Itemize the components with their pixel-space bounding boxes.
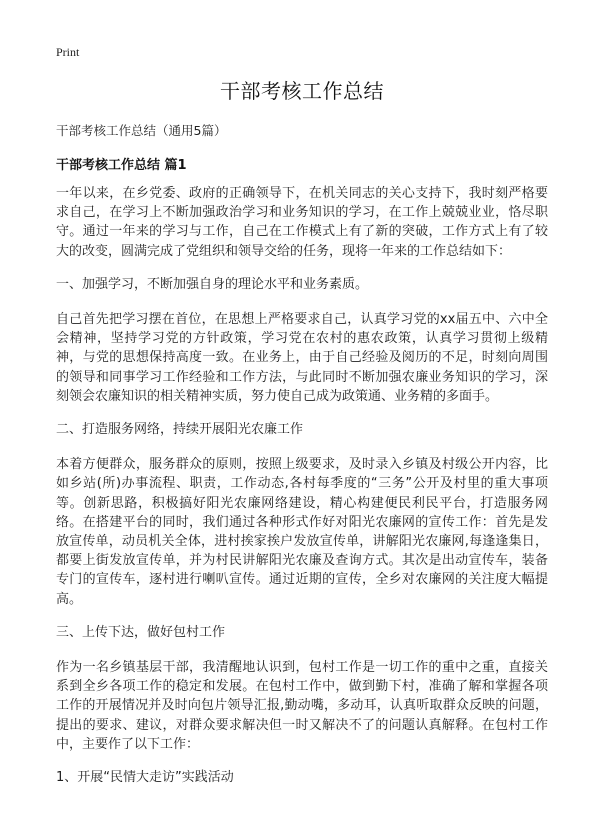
- paragraph-item-1: 1、开展“民情大走访”实践活动: [56, 770, 234, 786]
- paragraph-intro: 一年以来，在乡党委、政府的正确领导下，在机关同志的关心支持下，我时刻严格要求自己，在学习上不断加强政治学习和业务知识的学习，在工作上兢兢业业，恪尽职守。通过一年来的学习与工作，自己在工作模式上有了新的突破，工作方式上有了较大的改变，圆满完成了党组织和领导交给的任务，现将一年来的工作总结如下：: [56, 186, 548, 259]
- paragraph-heading-1: 一、加强学习，不断加强自身的理论水平和业务素质。: [56, 276, 369, 292]
- paragraph-study: 自己首先把学习摆在首位，在思想上严格要求自己，认真学习党的xx届五中、六中全会精神，坚持学习党的方针政策，学习党在农村的惠农政策，认真学习贯彻上级精神，与党的思想保持高度一致。在业务上，由于自己经验及阅历的不足，时刻向周围的领导和同事学习工作经验和工作方法，与此同时不断加强农廉业务知识的学习，深刻领会农廉知识的相关精神实质，努力使自己成为政策通、业务精的多面手。: [56, 312, 548, 404]
- document-body: [56, 76, 548, 801]
- paragraph-village-work: 作为一名乡镇基层干部，我清醒地认识到，包村工作是一切工作的重中之重，直接关系到全乡各项工作的稳定和发展。在包村工作中，做到勤下村，准确了解和掌握各项工作的开展情况并及时向包片领导汇报,勤动嘴，多动耳，认真听取群众反映的问题，提出的要求、建议，对群众要求解决但一时又解决不了的问题认真解释。在包村工作中，主要作了以下工作：: [56, 660, 548, 752]
- section-heading: 干部考核工作总结 篇1: [56, 158, 187, 173]
- paragraph-heading-3: 三、上传下达，做好包村工作: [56, 624, 226, 640]
- paragraph-heading-2: 二、打造服务网络，持续开展阳光农廉工作: [56, 422, 304, 438]
- document-subtitle: 干部考核工作总结（通用5篇）: [56, 123, 227, 138]
- print-link[interactable]: Print: [56, 45, 80, 59]
- document-title: 干部考核工作总结: [220, 79, 384, 103]
- paragraph-service-network: 本着方便群众，服务群众的原则，按照上级要求，及时录入乡镇及村级公开内容，比如乡站(所)办事流程、职责，工作动态,各村每季度的“三务”公开及村里的重大事项等。创新思路，积极搞好阳光农廉网络建设，精心构建便民利民平台，打造服务网络。在搭建平台的同时，我们通过各种形式作好对阳光农廉网的宣传工作：首先是发放宣传单，动员机关全体，进村挨家挨户发放宣传单，讲解阳光农廉网,每逢逢集日，都要上街发放宣传单，并为村民讲解阳光农廉及查询方式。其次是出动宣传车，装备专门的宣传车，逐村进行喇叭宣传。通过近期的宣传，全乡对农廉网的关注度大幅提高。: [56, 457, 548, 607]
